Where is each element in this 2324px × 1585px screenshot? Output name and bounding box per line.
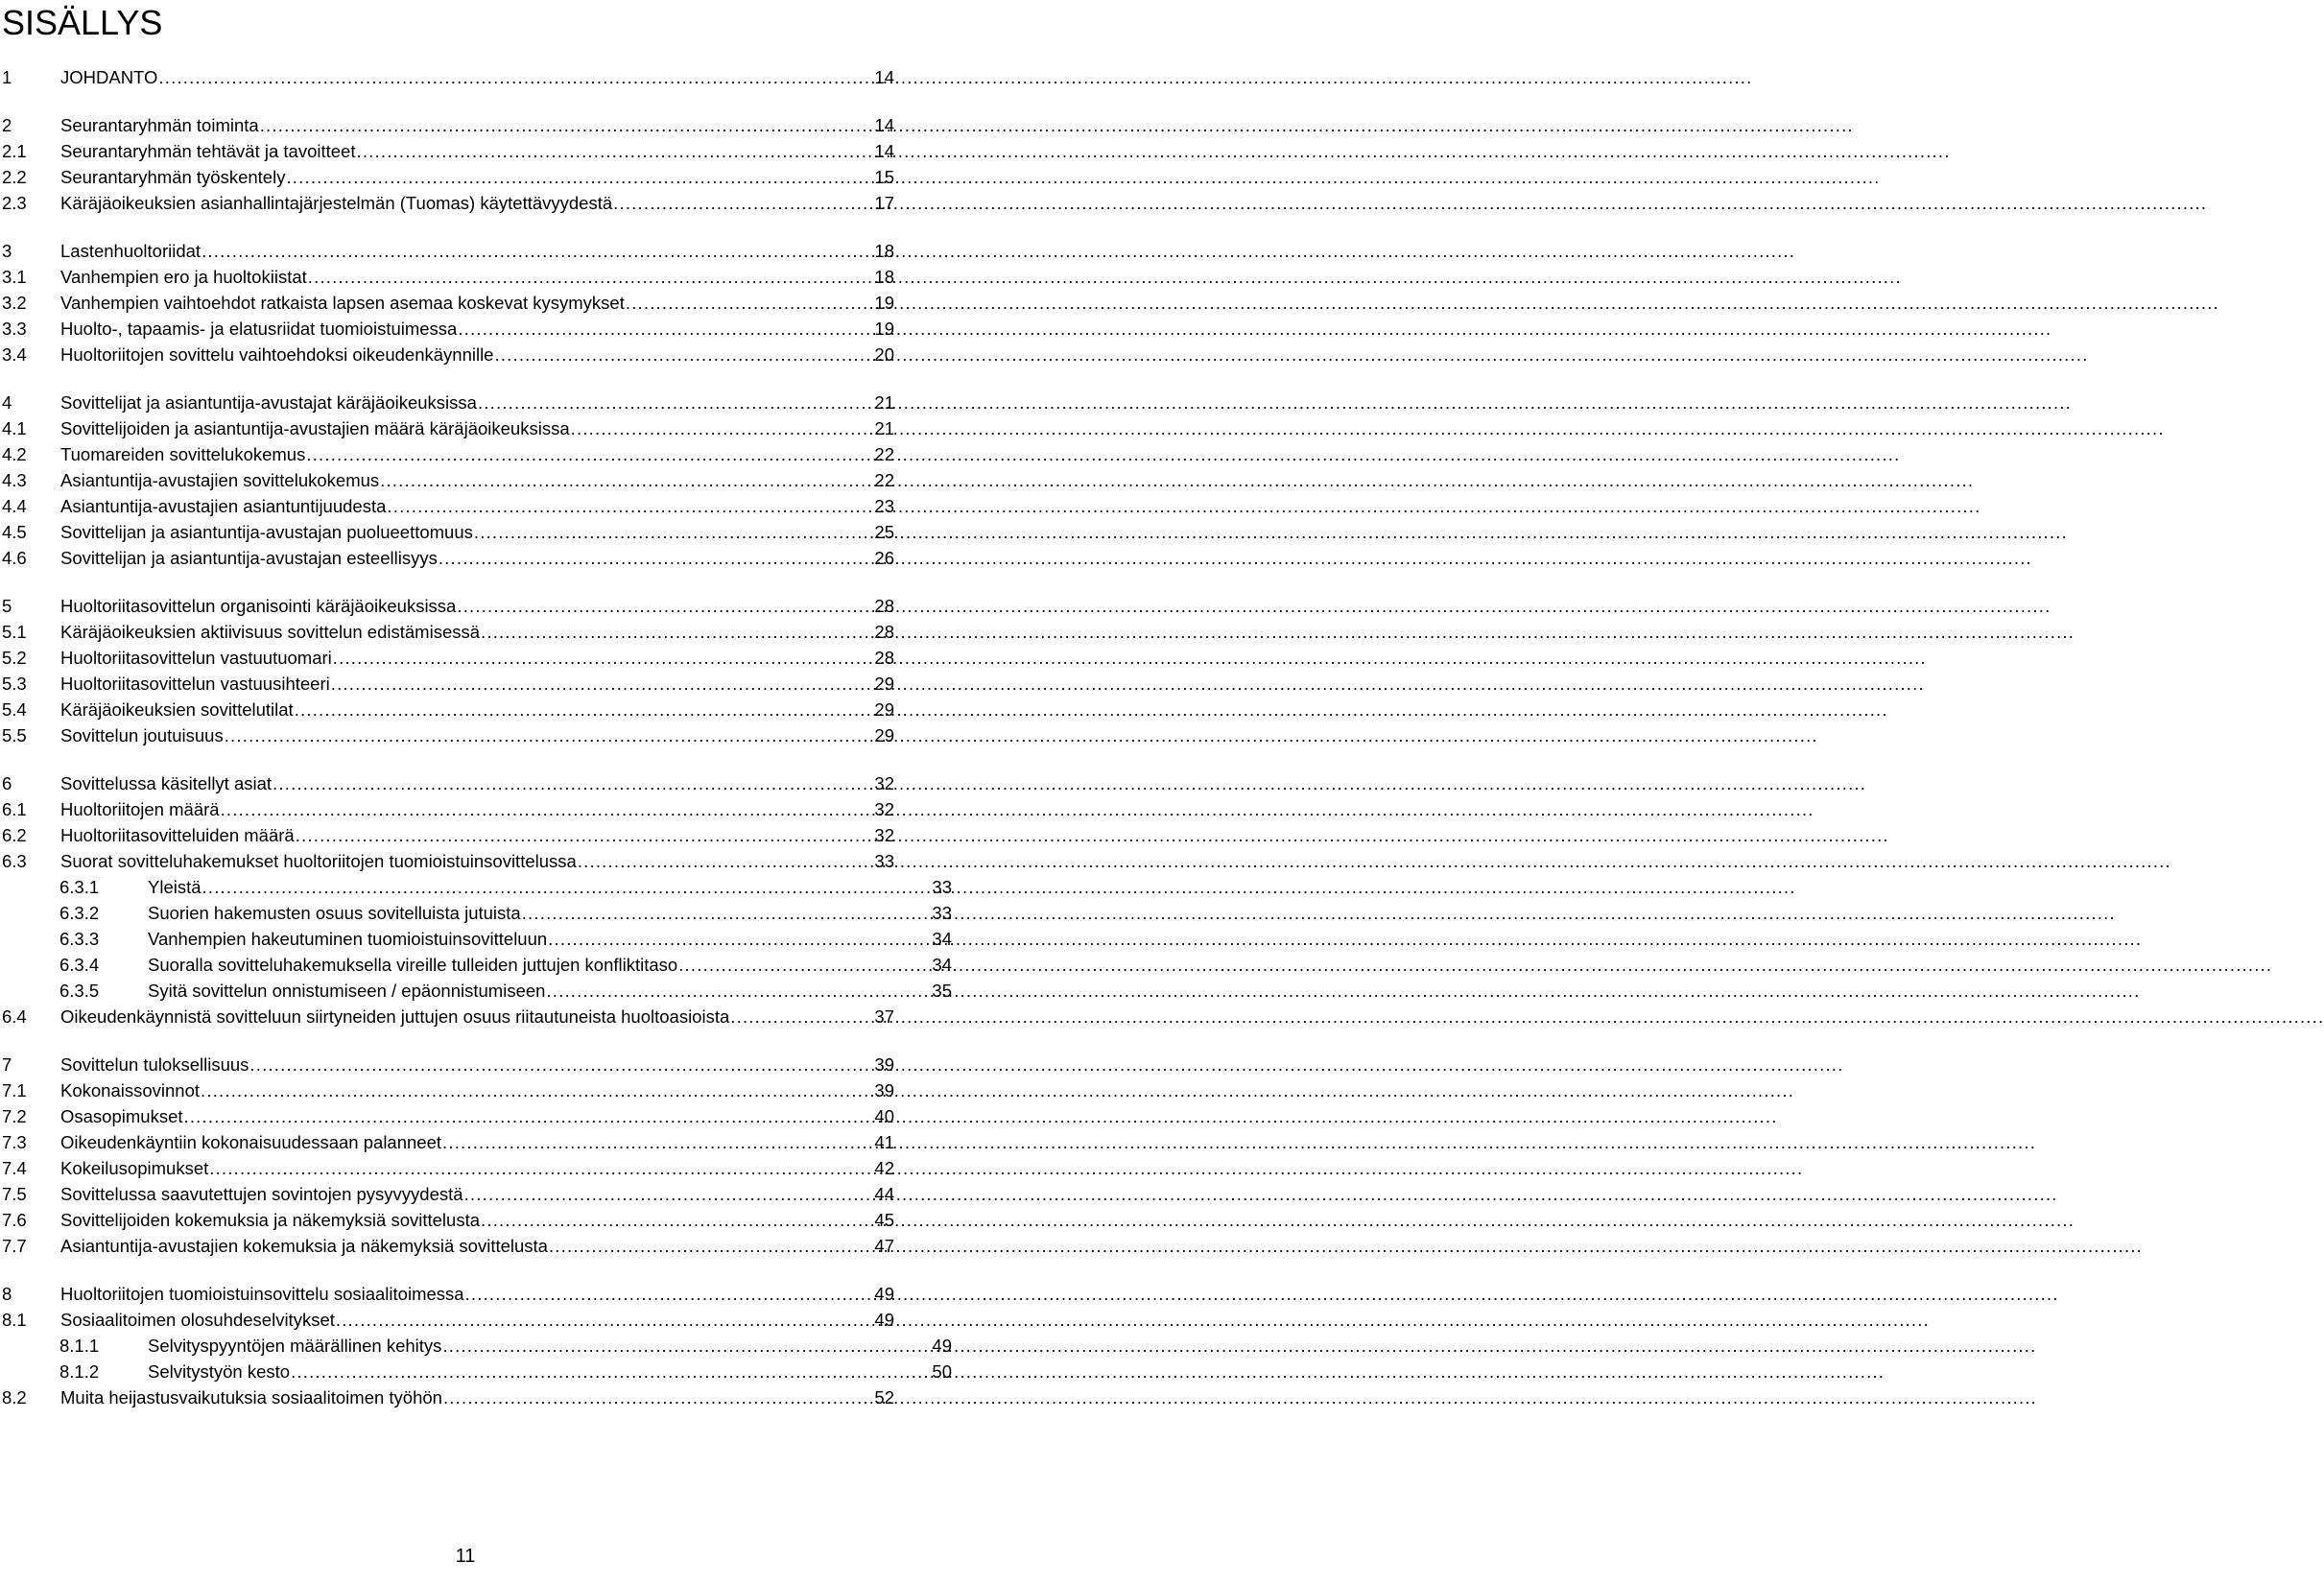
toc-entry-title: Sovittelijan ja asiantuntija-avustajan puolueettomuus xyxy=(60,522,473,542)
toc-dot-leader xyxy=(442,1333,930,1360)
toc-entry[interactable] xyxy=(0,1233,894,1260)
toc-entry[interactable] xyxy=(0,1181,894,1208)
toc-entry-page: 29 xyxy=(874,699,894,720)
toc-entry[interactable] xyxy=(0,467,894,494)
toc-entry[interactable] xyxy=(0,822,894,849)
toc-entry-number: 7.4 xyxy=(2,1158,27,1178)
toc-entry-number: 8 xyxy=(2,1284,12,1304)
toc-entry-title: Käräjäoikeuksien sovittelutilat xyxy=(60,699,294,720)
toc-entry-title: Lastenhuoltoriidat xyxy=(60,241,202,261)
toc-entry-title: Oikeudenkäyntiin kokonaisuudessaan palanneet xyxy=(60,1132,442,1152)
toc-dot-leader xyxy=(273,770,872,797)
toc-entry-title: Sovittelijoiden kokemuksia ja näkemyksiä sovittelusta xyxy=(60,1210,481,1230)
toc-entry-title: Suoralla sovitteluhakemuksella vireille tulleiden juttujen konfliktitaso xyxy=(148,955,678,975)
toc-entry-number: 7.2 xyxy=(2,1106,27,1126)
toc-entry-title: JOHDANTO xyxy=(60,67,158,87)
toc-entry-number: 8.1.1 xyxy=(59,1336,100,1356)
toc-dot-leader xyxy=(481,619,872,646)
toc-entry-number: 5.4 xyxy=(2,699,27,720)
toc-entry-title: Huoltoriitasovittelun vastuutuomari xyxy=(60,648,332,668)
toc-entry[interactable] xyxy=(0,190,894,217)
toc-entry-title: Sovittelussa saavutettujen sovintojen pysyvyydestä xyxy=(60,1184,463,1204)
toc-entry-number: 2 xyxy=(2,115,12,135)
toc-entry-page: 40 xyxy=(874,1106,894,1126)
toc-entry-number: 6.3.5 xyxy=(59,981,100,1001)
toc-entry-title: Seurantaryhmän tehtävät ja tavoitteet xyxy=(60,141,356,161)
toc-entry-title: Oikeudenkäynnistä sovitteluun siirtyneiden juttujen osuus riitautuneista huoltoasioista xyxy=(60,1006,730,1027)
toc-entry-page: 29 xyxy=(874,725,894,745)
toc-entry-page: 39 xyxy=(874,1080,894,1100)
toc-entry-number: 4.6 xyxy=(2,548,27,568)
toc-entry-title: Huoltoriitasovittelun organisointi käräjäoikeuksissa xyxy=(60,596,457,616)
toc-entry-page: 34 xyxy=(932,955,952,975)
toc-dot-leader xyxy=(457,593,872,620)
toc-entry-number: 6.3.2 xyxy=(59,903,100,923)
toc-entry-page: 19 xyxy=(874,293,894,313)
toc-entry-page: 33 xyxy=(932,877,952,897)
toc-entry[interactable] xyxy=(0,112,894,139)
toc-entry-number: 3.3 xyxy=(2,319,27,339)
toc-dot-leader xyxy=(202,238,872,265)
toc-dot-leader xyxy=(291,1359,930,1385)
toc-dot-leader xyxy=(306,441,872,468)
toc-dot-leader xyxy=(546,978,930,1005)
toc-entry-page: 20 xyxy=(874,344,894,365)
toc-dot-leader xyxy=(158,64,872,91)
toc-entry-title: Suorat sovitteluhakemukset huoltoriitojen tuomioistuinsovittelussa xyxy=(60,851,577,871)
toc-entry-page: 28 xyxy=(874,596,894,616)
toc-entry-number: 6.3.3 xyxy=(59,929,100,949)
toc-entry-number: 5 xyxy=(2,596,12,616)
toc-entry[interactable] xyxy=(0,238,894,265)
toc-entry-page: 21 xyxy=(874,418,894,438)
toc-entry-title: Asiantuntija-avustajien kokemuksia ja näkemyksiä sovittelusta xyxy=(60,1236,548,1256)
toc-entry-page: 37 xyxy=(874,1006,894,1027)
toc-dot-leader xyxy=(225,722,873,749)
toc-entry-title: Syitä sovittelun onnistumiseen / epäonnistumiseen xyxy=(148,981,546,1001)
toc-entry[interactable] xyxy=(0,390,894,416)
toc-entry[interactable] xyxy=(0,1103,894,1130)
toc-entry-number: 3.2 xyxy=(2,293,27,313)
toc-entry-title: Käräjäoikeuksien asianhallintajärjestelmän (Tuomas) käytettävyydestä xyxy=(60,193,613,213)
toc-entry-page: 32 xyxy=(874,799,894,819)
toc-entry[interactable] xyxy=(0,926,952,953)
toc-entry-page: 45 xyxy=(874,1210,894,1230)
toc-entry[interactable] xyxy=(0,1077,894,1104)
toc-entry-number: 5.5 xyxy=(2,725,27,745)
toc-entry-page: 19 xyxy=(874,319,894,339)
toc-entry-title: Vanhempien vaihtoehdot ratkaista lapsen asemaa koskevat kysymykset xyxy=(60,293,625,313)
toc-entry-number: 6.4 xyxy=(2,1006,27,1027)
toc-entry-number: 4.4 xyxy=(2,496,27,516)
toc-entry-title: Kokonaissovinnot xyxy=(60,1080,201,1100)
toc-dot-leader xyxy=(336,1307,873,1334)
toc-entry-page: 14 xyxy=(874,141,894,161)
toc-dot-leader xyxy=(464,1181,873,1208)
toc-entry-title: Asiantuntija-avustajien asiantuntijuudesta xyxy=(60,496,387,516)
toc-entry[interactable] xyxy=(0,1333,952,1360)
toc-dot-leader xyxy=(442,1129,872,1156)
toc-entry-number: 2.3 xyxy=(2,193,27,213)
page-number: 11 xyxy=(455,1546,476,1567)
toc-dot-leader xyxy=(249,1052,872,1078)
toc-page xyxy=(0,0,952,1585)
toc-entry-number: 3.4 xyxy=(2,344,27,365)
toc-entry[interactable] xyxy=(0,722,894,749)
toc-entry[interactable] xyxy=(0,874,952,901)
toc-dot-leader xyxy=(571,415,873,442)
toc-dot-leader xyxy=(201,1077,872,1104)
toc-entry-page: 42 xyxy=(874,1158,894,1178)
toc-entry-title: Sovittelijat ja asiantuntija-avustajat käräjäoikeuksissa xyxy=(60,392,477,413)
toc-entry[interactable] xyxy=(0,519,894,546)
toc-entry-page: 18 xyxy=(874,241,894,261)
toc-entry-page: 17 xyxy=(874,193,894,213)
toc-entry-title: Asiantuntija-avustajien sovittelukokemus xyxy=(60,470,380,490)
toc-entry-page: 49 xyxy=(874,1284,894,1304)
toc-dot-leader xyxy=(439,545,873,572)
toc-entry-title: Selvitystyön kesto xyxy=(148,1361,291,1382)
toc-entry-number: 7 xyxy=(2,1054,12,1075)
toc-dot-leader xyxy=(626,290,873,317)
toc-entry-page: 32 xyxy=(874,773,894,793)
toc-entry[interactable] xyxy=(0,545,894,572)
toc-entry-page: 49 xyxy=(932,1336,952,1356)
toc-entry-title: Huoltoriitojen tuomioistuinsovittelu sosiaalitoimessa xyxy=(60,1284,464,1304)
toc-entry-title: Sovittelun joutuisuus xyxy=(60,725,224,745)
toc-entry-title: Selvityspyyntöjen määrällinen kehitys xyxy=(148,1336,442,1356)
toc-entry-number: 6.2 xyxy=(2,825,27,845)
toc-entry-page: 23 xyxy=(874,496,894,516)
toc-entry-title: Huolto-, tapaamis- ja elatusriidat tuomioistuimessa xyxy=(60,319,458,339)
toc-entry-page: 14 xyxy=(874,67,894,87)
toc-entry[interactable] xyxy=(0,697,894,723)
toc-entry-page: 28 xyxy=(874,648,894,668)
toc-entry-title: Seurantaryhmän toiminta xyxy=(60,115,259,135)
toc-entry-number: 4.5 xyxy=(2,522,27,542)
toc-entry-page: 41 xyxy=(874,1132,894,1152)
page-title: SISÄLLYS xyxy=(2,3,163,42)
toc-dot-leader xyxy=(308,264,873,291)
toc-entry-title: Huoltoriitasovittelun vastuusihteeri xyxy=(60,674,330,694)
toc-entry-title: Yleistä xyxy=(148,877,202,897)
toc-dot-leader xyxy=(184,1103,873,1130)
toc-entry[interactable] xyxy=(0,593,894,620)
toc-entry-page: 22 xyxy=(874,470,894,490)
toc-dot-leader xyxy=(380,467,872,494)
toc-entry[interactable] xyxy=(0,264,894,291)
toc-entry-number: 3 xyxy=(2,241,12,261)
toc-dot-leader xyxy=(333,645,873,672)
toc-dot-leader xyxy=(678,952,930,979)
toc-entry[interactable] xyxy=(0,1207,894,1234)
toc-dot-leader xyxy=(202,874,931,901)
toc-dot-leader xyxy=(548,926,930,953)
toc-entry[interactable] xyxy=(0,1052,894,1078)
toc-entry-number: 8.1.2 xyxy=(59,1361,100,1382)
toc-dot-leader xyxy=(478,390,872,416)
toc-entry-title: Huoltoriitojen sovittelu vaihtoehdoksi oikeudenkäynnille xyxy=(60,344,494,365)
toc-entry[interactable] xyxy=(0,415,894,442)
toc-entry-number: 7.5 xyxy=(2,1184,27,1204)
toc-entry[interactable] xyxy=(0,1281,894,1308)
toc-entry-page: 34 xyxy=(932,929,952,949)
toc-entry[interactable] xyxy=(0,978,952,1005)
toc-dot-leader xyxy=(458,316,872,343)
toc-entry[interactable] xyxy=(0,164,894,191)
toc-entry[interactable] xyxy=(0,645,894,672)
toc-entry-page: 33 xyxy=(874,851,894,871)
toc-dot-leader xyxy=(465,1281,873,1308)
toc-dot-leader xyxy=(331,671,873,698)
toc-entry-title: Osasopimukset xyxy=(60,1106,183,1126)
toc-entry-number: 5.1 xyxy=(2,622,27,642)
toc-entry-title: Kokeilusopimukset xyxy=(60,1158,209,1178)
toc-dot-leader xyxy=(481,1207,872,1234)
toc-entry-page: 47 xyxy=(874,1236,894,1256)
toc-dot-leader xyxy=(221,796,873,823)
toc-entry[interactable] xyxy=(0,770,894,797)
toc-dot-leader xyxy=(522,900,931,927)
toc-entry[interactable] xyxy=(0,1307,894,1334)
toc-dot-leader xyxy=(357,138,873,165)
toc-entry-title: Tuomareiden sovittelukokemus xyxy=(60,444,306,464)
toc-entry-page: 21 xyxy=(874,392,894,413)
toc-entry-page: 52 xyxy=(874,1387,894,1408)
toc-entry-number: 7.6 xyxy=(2,1210,27,1230)
toc-entry-title: Sovittelussa käsitellyt asiat xyxy=(60,773,273,793)
toc-dot-leader xyxy=(730,1004,872,1030)
toc-entry[interactable] xyxy=(0,290,894,317)
toc-entry-number: 7.3 xyxy=(2,1132,27,1152)
toc-dot-leader xyxy=(286,164,872,191)
toc-entry-number: 4 xyxy=(2,392,12,413)
toc-entry-page: 14 xyxy=(874,115,894,135)
toc-entry-page: 50 xyxy=(932,1361,952,1382)
toc-entry-number: 8.1 xyxy=(2,1310,27,1330)
toc-dot-leader xyxy=(209,1155,872,1182)
toc-entry-number: 2.1 xyxy=(2,141,27,161)
toc-entry[interactable] xyxy=(0,64,894,91)
toc-entry-title: Vanhempien ero ja huoltokiistat xyxy=(60,267,307,287)
toc-entry-number: 1 xyxy=(2,67,12,87)
toc-entry-number: 6.1 xyxy=(2,799,27,819)
toc-entry-title: Seurantaryhmän työskentely xyxy=(60,167,286,187)
toc-entry-number: 4.2 xyxy=(2,444,27,464)
toc-entry-number: 6.3 xyxy=(2,851,27,871)
toc-dot-leader xyxy=(296,822,873,849)
toc-entry-page: 26 xyxy=(874,548,894,568)
toc-entry-page: 39 xyxy=(874,1054,894,1075)
toc-entry-number: 3.1 xyxy=(2,267,27,287)
toc-entry-title: Käräjäoikeuksien aktiivisuus sovittelun edistämisessä xyxy=(60,622,481,642)
toc-entry-title: Suorien hakemusten osuus sovitelluista jutuista xyxy=(148,903,521,923)
toc-entry-title: Vanhempien hakeutuminen tuomioistuinsovitteluun xyxy=(148,929,548,949)
toc-entry-number: 6.3.1 xyxy=(59,877,100,897)
toc-entry[interactable] xyxy=(0,671,894,698)
toc-entry[interactable] xyxy=(0,342,894,368)
toc-entry-number: 5.3 xyxy=(2,674,27,694)
toc-entry-number: 4.1 xyxy=(2,418,27,438)
toc-dot-leader xyxy=(260,112,873,139)
toc-entry[interactable] xyxy=(0,1155,894,1182)
toc-entry[interactable] xyxy=(0,619,894,646)
toc-entry[interactable] xyxy=(0,1384,894,1411)
toc-entry[interactable] xyxy=(0,1004,894,1030)
toc-entry[interactable] xyxy=(0,441,894,468)
toc-dot-leader xyxy=(549,1233,872,1260)
toc-entry-page: 35 xyxy=(932,981,952,1001)
toc-entry-number: 4.3 xyxy=(2,470,27,490)
toc-entry-page: 22 xyxy=(874,444,894,464)
toc-dot-leader xyxy=(387,493,872,520)
toc-entry-number: 2.2 xyxy=(2,167,27,187)
toc-dot-leader xyxy=(443,1384,872,1411)
toc-entry[interactable] xyxy=(0,316,894,343)
toc-entry-page: 44 xyxy=(874,1184,894,1204)
toc-dot-leader xyxy=(474,519,873,546)
toc-entry-page: 33 xyxy=(932,903,952,923)
toc-entry-page: 15 xyxy=(874,167,894,187)
toc-entry[interactable] xyxy=(0,1359,952,1385)
toc-entry[interactable] xyxy=(0,796,894,823)
toc-dot-leader xyxy=(494,342,872,368)
toc-entry-title: Sovittelun tuloksellisuus xyxy=(60,1054,249,1075)
toc-entry-number: 6 xyxy=(2,773,12,793)
toc-entry-page: 28 xyxy=(874,622,894,642)
toc-entry-number: 7.1 xyxy=(2,1080,27,1100)
toc-entry-number: 7.7 xyxy=(2,1236,27,1256)
toc-entry[interactable] xyxy=(0,848,894,875)
toc-entry-title: Huoltoriitojen määrä xyxy=(60,799,220,819)
toc-entry-title: Sosiaalitoimen olosuhdeselvitykset xyxy=(60,1310,335,1330)
toc-entry-title: Huoltoriitasovitteluiden määrä xyxy=(60,825,295,845)
toc-entry-title: Sovittelijan ja asiantuntija-avustajan esteellisyys xyxy=(60,548,438,568)
toc-entry[interactable] xyxy=(0,138,894,165)
toc-entry-page: 18 xyxy=(874,267,894,287)
toc-dot-leader xyxy=(295,697,873,723)
toc-entry-page: 25 xyxy=(874,522,894,542)
toc-entry-page: 49 xyxy=(874,1310,894,1330)
toc-dot-leader xyxy=(613,190,872,217)
toc-entry-page: 32 xyxy=(874,825,894,845)
toc-entry-title: Sovittelijoiden ja asiantuntija-avustajien määrä käräjäoikeuksissa xyxy=(60,418,570,438)
toc-entry[interactable] xyxy=(0,952,952,979)
toc-dot-leader xyxy=(578,848,873,875)
toc-entry-number: 6.3.4 xyxy=(59,955,100,975)
toc-entry-title: Muita heijastusvaikutuksia sosiaalitoimen työhön xyxy=(60,1387,442,1408)
toc-entry[interactable] xyxy=(0,900,952,927)
toc-entry-number: 8.2 xyxy=(2,1387,27,1408)
toc-entry-page: 29 xyxy=(874,674,894,694)
toc-entry[interactable] xyxy=(0,493,894,520)
toc-entry-number: 5.2 xyxy=(2,648,27,668)
toc-entry[interactable] xyxy=(0,1129,894,1156)
